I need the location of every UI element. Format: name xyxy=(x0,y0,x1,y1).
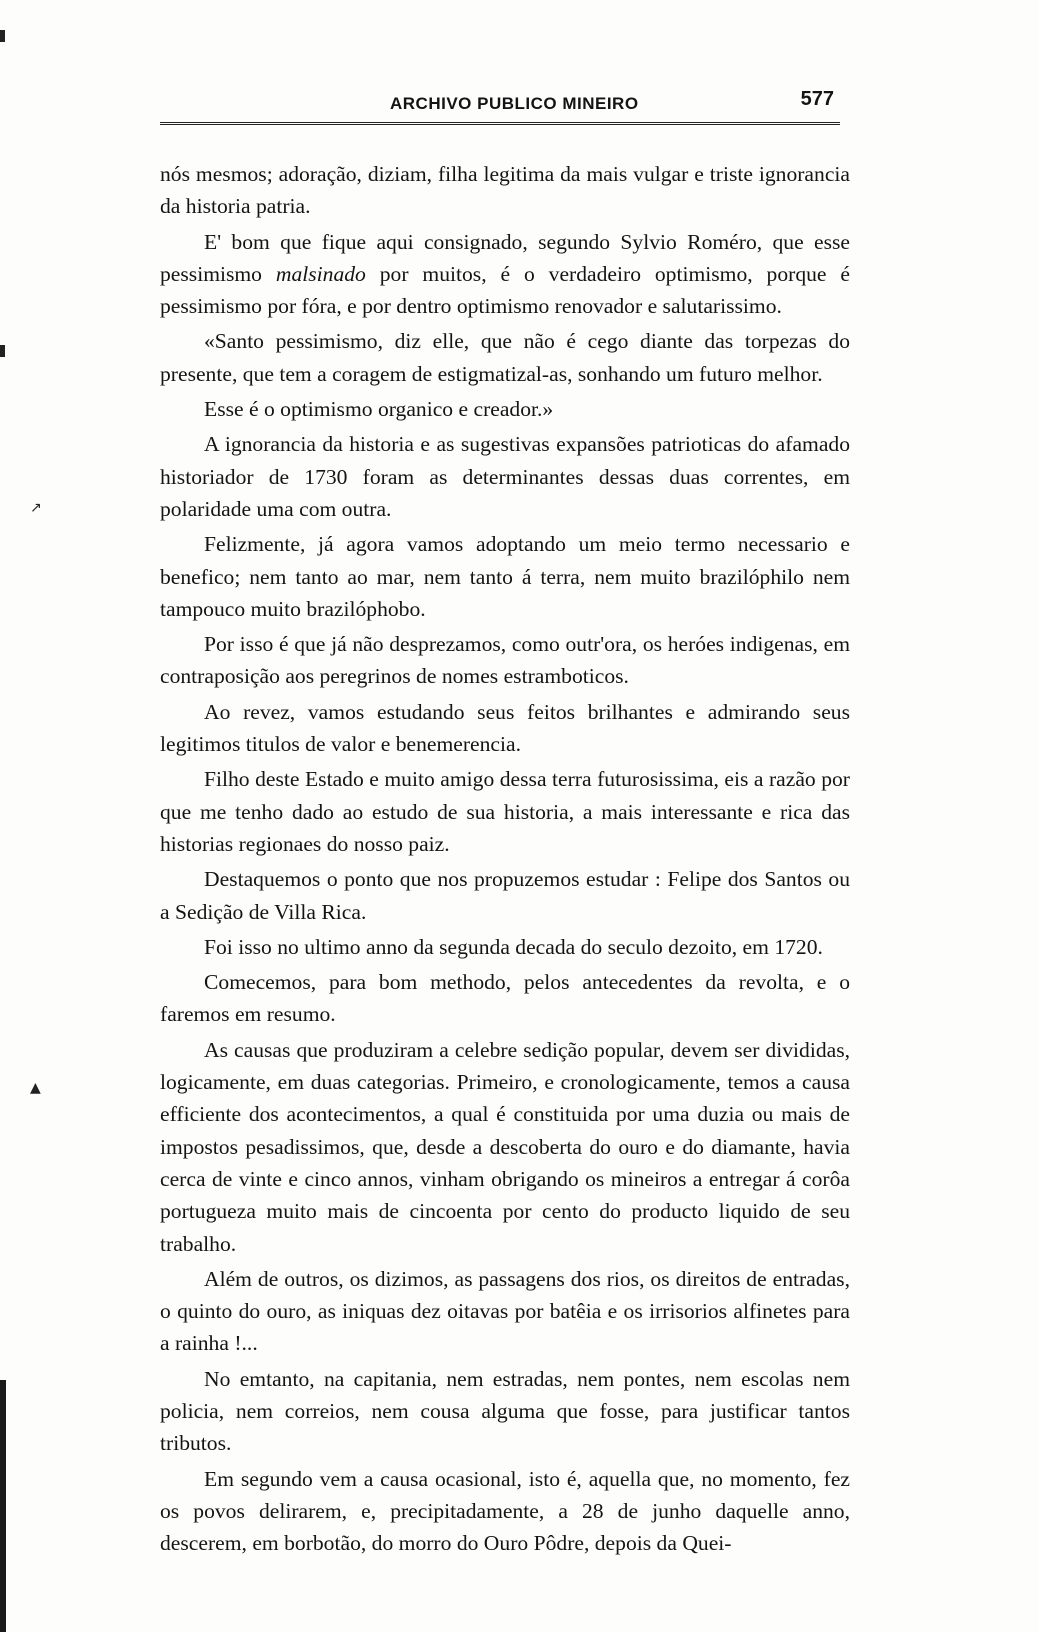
paragraph: E' bom que fique aqui consignado, segundo Sylvio Roméro, que esse pessimismo malsinado por muitos, é o verdadeiro optimismo, porque é pessimismo por fóra, e por dentro optimismo renovador e salutarissimo. xyxy=(160,229,850,319)
header-rule xyxy=(160,122,840,125)
paragraph: «Santo pessimismo, diz elle, que não é cego diante das torpezas do presente, que tem a coragem de estigmatizal-as, sonhando um futuro melhor. xyxy=(160,329,850,386)
scan-edge-mark xyxy=(0,345,5,357)
paragraph: Filho deste Estado e muito amigo dessa terra futurosissima, eis a razão por que me tenho dado ao estudo de sua historia, a mais interessante e rica das historias regionaes do nosso paiz. xyxy=(160,767,850,856)
emphasized-word: malsinado xyxy=(275,261,366,286)
paragraph: Por isso é que já não desprezamos, como outr'ora, os heróes indigenas, em contraposição aos peregrinos de nomes estramboticos. xyxy=(160,632,850,689)
margin-mark-icon: ▲ xyxy=(30,1080,41,1096)
paragraph: Esse é o optimismo organico e creador.» xyxy=(204,397,554,422)
paragraph: No emtanto, na capitania, nem estradas, nem pontes, nem escolas nem policia, nem correios, nem cousa alguma que fosse, para justificar tantos tributos. xyxy=(160,1366,850,1456)
scan-edge-mark xyxy=(0,30,5,42)
paragraph: As causas que produziram a celebre sedição popular, devem ser divididas, logicamente, em duas categorias. Primeiro, e cronologicamente, temos a causa efficiente dos acontecimentos, a qual é constituida por uma duzia ou mais de impostos pesadissimos, que, desde a descoberta do ouro e do diamante, havia cerca de vinte e cinco annos, vinham obrigando os mineiros a entregar á corôa portugueza muito mais de cincoenta por cento do producto liquido de seu trabalho. xyxy=(160,1037,850,1256)
running-title: ARCHIVO PUBLICO MINEIRO xyxy=(390,94,639,113)
paragraph: Felizmente, já agora vamos adoptando um meio termo necessario e benefico; nem tanto ao mar, nem tanto á terra, nem muito brazilóphilo nem tampouco muito brazilóphobo. xyxy=(160,532,850,621)
paragraph: Além de outros, os dizimos, as passagens dos rios, os direitos de entradas, o quinto do ouro, as iniquas dez oitavas por batêia e os irrisorios alfinetes para a rainha !... xyxy=(160,1266,850,1356)
page-header xyxy=(160,88,840,128)
paragraph: Comecemos, para bom methodo, pelos antecedentes da revolta, e o faremos em resumo. xyxy=(160,970,850,1027)
paragraph: Ao revez, vamos estudando seus feitos brilhantes e admirando seus legitimos titulos de valor e benemerencia. xyxy=(160,699,850,757)
paragraph: Em segundo vem a causa ocasional, isto é, aquella que, no momento, fez os povos delirarem, e, precipitadamente, a 28 de junho daquelle anno, descerem, em borbotão, do morro do Ouro Pôdre, depois da Quei- xyxy=(160,1466,850,1556)
paragraph: nós mesmos; adoração, diziam, filha legitima da mais vulgar e triste ignorancia da historia patria. xyxy=(160,162,850,219)
paragraph: A ignorancia da historia e as sugestivas expansões patrioticas do afamado historiador de 1730 foram as determinantes dessas duas correntes, em polaridade uma com outra. xyxy=(160,432,850,521)
body-text xyxy=(160,158,850,1559)
paragraph: Foi isso no ultimo anno da segunda decada do seculo dezoito, em 1720. xyxy=(204,934,823,959)
paragraph: Destaquemos o ponto que nos propuzemos estudar : Felipe dos Santos ou a Sedição de Villa Rica. xyxy=(160,867,850,924)
page-number: 577 xyxy=(800,88,834,110)
scan-binding-shadow xyxy=(0,1380,6,1632)
margin-mark-icon: ↗ xyxy=(30,500,42,516)
